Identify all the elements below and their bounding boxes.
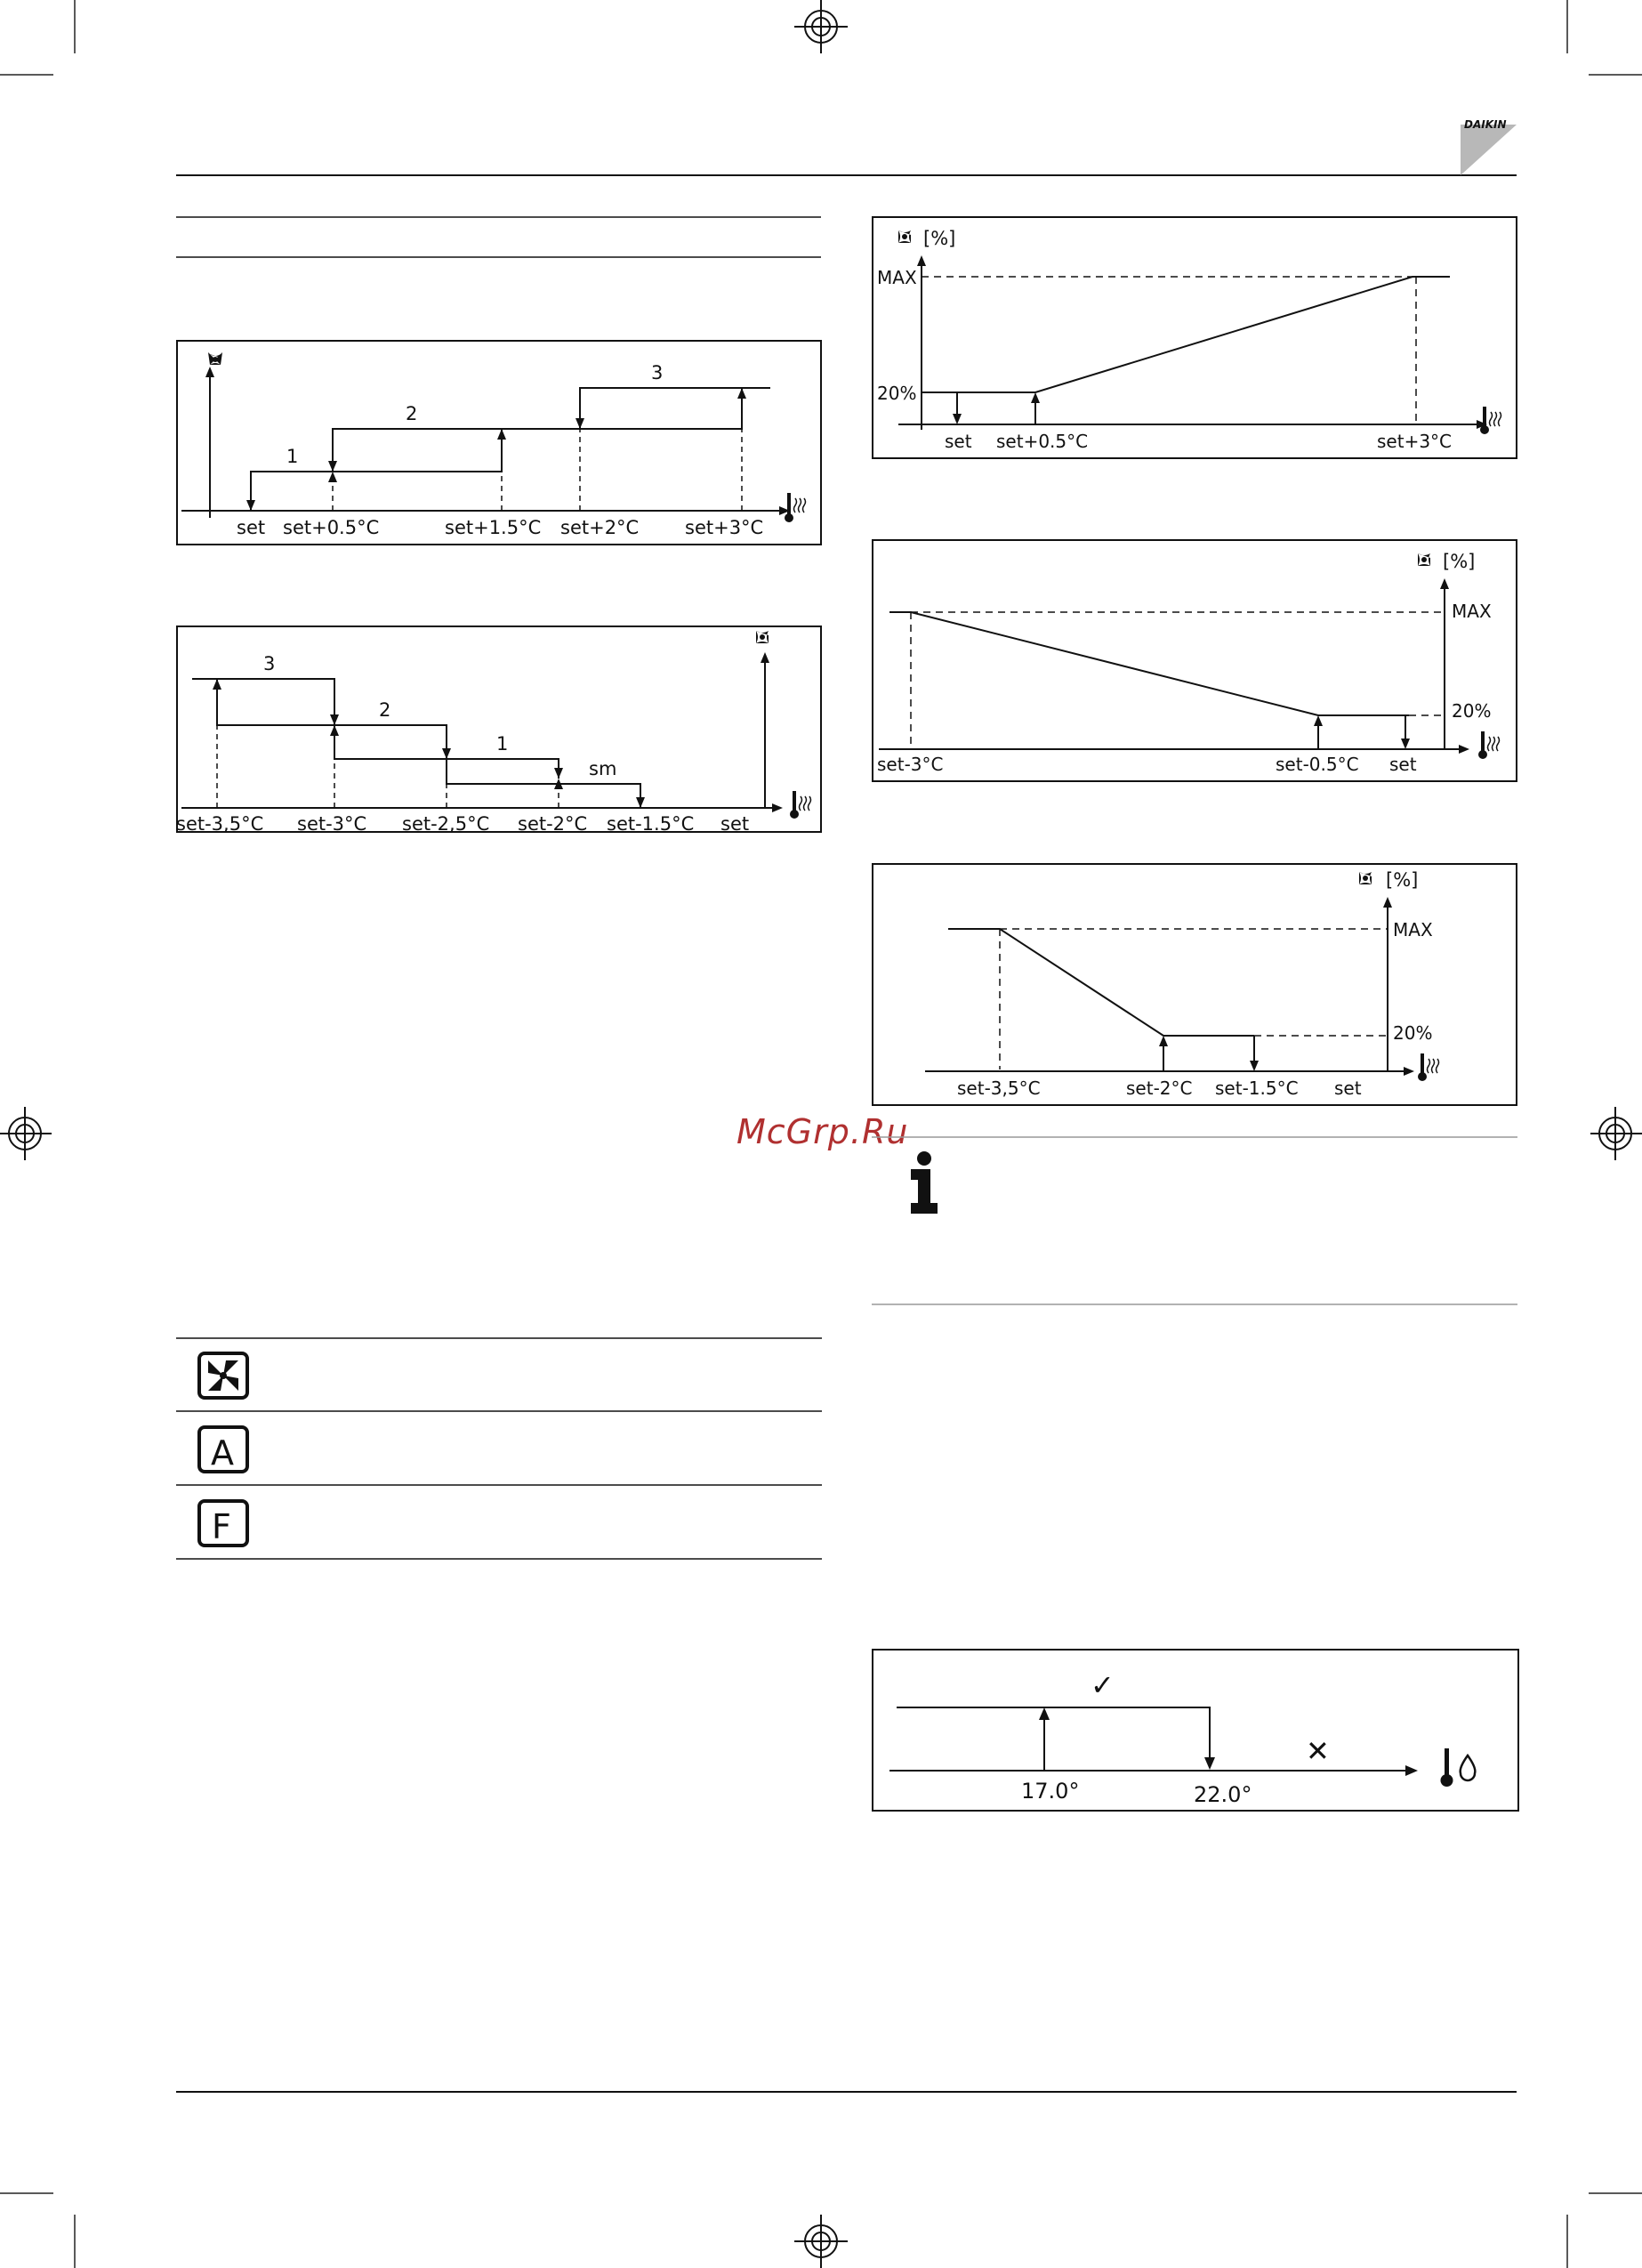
x-tick-label: set-0.5°C xyxy=(1276,754,1359,775)
icon-letter: F xyxy=(212,1507,231,1546)
auto-icon xyxy=(199,1427,247,1473)
fan-icon xyxy=(1418,553,1430,566)
x-tick-label: set xyxy=(1334,1078,1362,1099)
chart-fan-modulating-cooling-a xyxy=(872,539,1517,783)
x-tick-label: set-3°C xyxy=(297,813,367,834)
thermometer-humidity-icon xyxy=(1441,1748,1476,1787)
x-tick-label: set-1.5°C xyxy=(1215,1078,1299,1099)
info-note xyxy=(872,1135,1517,1306)
step-label: 2 xyxy=(406,403,418,424)
x-tick-label: set-3,5°C xyxy=(957,1078,1041,1099)
x-tick-label: set+1.5°C xyxy=(445,517,542,538)
y-axis-label: [%] xyxy=(1386,869,1419,891)
x-tick-label: set xyxy=(1389,754,1417,775)
step-label: 2 xyxy=(379,699,391,721)
y-axis-label: [%] xyxy=(923,228,956,249)
step-label: 3 xyxy=(263,653,276,674)
step-label: sm xyxy=(589,758,617,779)
y-tick-label: 20% xyxy=(877,383,917,404)
y-tick-label: 20% xyxy=(1452,700,1492,722)
watermark-text: McGrp.Ru xyxy=(736,1112,909,1151)
chart-dehumidification xyxy=(872,1649,1519,1812)
x-tick-label: set xyxy=(945,431,972,452)
x-tick-label: set-2°C xyxy=(518,813,588,834)
step-label: 3 xyxy=(651,362,664,383)
icon-table xyxy=(176,1336,822,1561)
chart-fan-modulating-cooling-b xyxy=(872,863,1517,1107)
x-tick-label: set+0.5°C xyxy=(283,517,380,538)
x-tick-label: set xyxy=(720,813,750,834)
step-label: 1 xyxy=(286,446,299,467)
icon-letter: A xyxy=(211,1433,234,1473)
x-tick-label: set+3°C xyxy=(1377,431,1453,452)
info-icon xyxy=(911,1151,938,1214)
fan-icon xyxy=(1359,872,1372,884)
fan-icon xyxy=(199,1353,247,1398)
y-tick-label: MAX xyxy=(1393,919,1433,940)
x-tick-label: set+2°C xyxy=(560,517,640,538)
x-tick-label: set-3°C xyxy=(877,754,944,775)
check-icon: ✓ xyxy=(1091,1668,1115,1702)
thermometer-heat-icon xyxy=(1480,407,1501,434)
chart-fan-modulating-heating xyxy=(872,216,1517,460)
x-tick-label: set xyxy=(237,517,266,538)
registration-mark-right xyxy=(1590,1107,1642,1160)
thermometer-heat-icon xyxy=(1478,731,1500,759)
x-tick-label: set-2°C xyxy=(1126,1078,1193,1099)
daikin-logo-text: DAIKIN xyxy=(1464,118,1507,131)
thermometer-heat-icon xyxy=(785,493,806,522)
y-axis-label: [%] xyxy=(1443,551,1476,572)
fan-icon xyxy=(898,230,911,243)
thermometer-heat-icon xyxy=(1418,1053,1439,1081)
chart-fan-steps-cooling xyxy=(176,626,822,834)
registration-mark-bottom xyxy=(794,2215,848,2268)
x-tick-label: set-2,5°C xyxy=(402,813,490,834)
x-tick-label: set+3°C xyxy=(685,517,764,538)
chart-fan-steps-heating xyxy=(176,340,822,546)
cross-icon: ✕ xyxy=(1306,1734,1330,1768)
y-tick-label: MAX xyxy=(1452,601,1492,622)
daikin-logo xyxy=(1461,118,1517,175)
x-tick-label: set+0.5°C xyxy=(996,431,1089,452)
x-tick-label: set-3,5°C xyxy=(176,813,264,834)
x-tick-label: 17.0° xyxy=(1021,1779,1080,1804)
y-tick-label: MAX xyxy=(877,267,917,288)
fan-f-icon xyxy=(199,1501,247,1546)
fan-icon xyxy=(756,631,769,643)
x-tick-label: 22.0° xyxy=(1194,1782,1252,1807)
registration-mark-top xyxy=(794,0,848,53)
step-label: 1 xyxy=(496,733,509,755)
x-tick-label: set-1.5°C xyxy=(607,813,695,834)
thermometer-heat-icon xyxy=(790,791,811,819)
registration-mark-left xyxy=(0,1107,52,1160)
fan-icon xyxy=(208,352,222,367)
y-tick-label: 20% xyxy=(1393,1022,1433,1044)
